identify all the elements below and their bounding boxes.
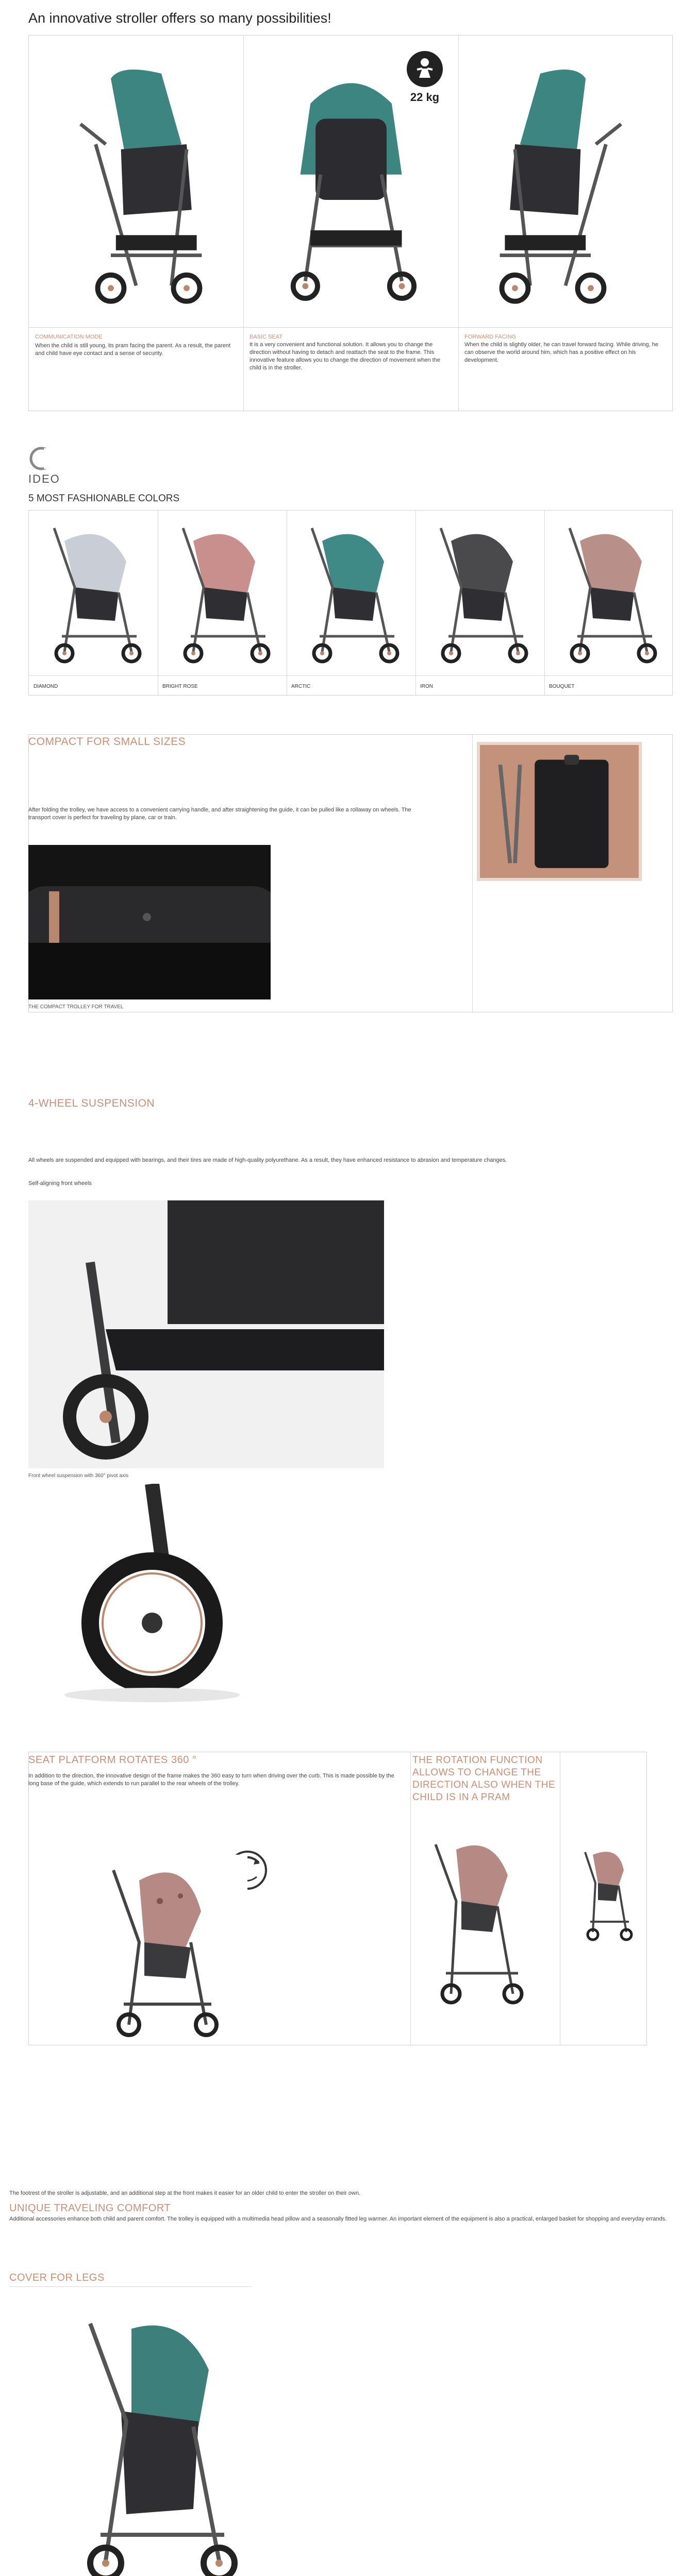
color-name-3: IRON xyxy=(420,684,433,689)
panel-title-communication: COMMUNICATION MODE xyxy=(35,334,103,340)
comfort-title: UNIQUE TRAVELING COMFORT xyxy=(9,2202,171,2214)
color-photo-1 xyxy=(162,515,281,670)
color-photo-4 xyxy=(549,515,668,670)
rotation-sequence-photo-1 xyxy=(415,1834,544,2014)
color-name-1: BRIGHT ROSE xyxy=(162,684,198,689)
color-name-4: BOUQUET xyxy=(549,684,575,689)
suspension-subtext: Self-aligning front wheels xyxy=(28,1180,92,1187)
color-photo-2 xyxy=(291,515,410,670)
panel-title-forward-facing: FORWARD FACING xyxy=(464,334,517,340)
comfort-text: Additional accessories enhance both child and parent comfort. The trolley is equipped with a multimedia head pillow and a seasonally fitted leg warmer. An important element of the equipment is also a practical, enlarged basket for shopping and everyday errands. xyxy=(9,2216,667,2222)
leg-cover-photo xyxy=(28,2293,245,2576)
rotation-text: In addition to the direction, the innovative design of the frame makes the 360 easy to turn when driving over the curb. This is made possible by the long base of the guide, which extends to run parallel to the rear wheels of the trolley. xyxy=(28,1773,394,1787)
suspension-title: 4-WHEEL SUSPENSION xyxy=(28,1097,155,1109)
child-weight-icon xyxy=(407,51,443,87)
rotation-stroller-photo xyxy=(82,1855,247,2040)
color-name-2: ARCTIC xyxy=(291,684,311,689)
colors-title: 5 MOST FASHIONABLE COLORS xyxy=(28,493,180,504)
rotation-sequence-photo-2 xyxy=(572,1844,642,1947)
color-photo-3 xyxy=(420,515,539,670)
compact-caption: THE COMPACT TROLLEY FOR TRAVEL xyxy=(28,1004,124,1010)
handle-photo xyxy=(28,845,271,999)
suspension-text: All wheels are suspended and equipped with bearings, and their tires are made of high-quality polyurethane. As a result, they have enhanced resistance to abrasion and temperature changes. xyxy=(28,1157,507,1163)
rotation-side-title: THE ROTATION FUNCTION ALLOWS TO CHANGE THE DIRECTION ALSO WHEN THE CHILD IS IN A PRAM xyxy=(412,1755,556,1803)
compact-title: COMPACT FOR SMALL SIZES xyxy=(28,736,186,748)
panel-text-basic-seat: It is a very convenient and functional solution. It allows you to change the direction without having to detach and reattach the seat to the frame. This innovative feature allows you to change the direction of movement when the child is in the stroller. xyxy=(249,342,440,371)
intro-headline: An innovative stroller offers so many possibilities! xyxy=(28,10,331,26)
weight-badge: 22 kg xyxy=(410,91,440,104)
stroller-photo-forward-facing xyxy=(464,42,667,323)
panel-title-basic-seat: BASIC SEAT xyxy=(249,334,282,340)
color-name-0: DIAMOND xyxy=(34,684,58,689)
color-photo-0 xyxy=(34,515,152,670)
footrest-note: The footrest of the stroller is adjustable, and an additional step at the front makes it easier for an older child to enter the stroller on their own. xyxy=(9,2190,361,2196)
rotation-title: SEAT PLATFORM ROTATES 360 ° xyxy=(28,1754,197,1766)
panel-text-forward-facing: When the child is slightly older, he can travel forward facing. While driving, he can observe the world around him, which has a positive effect on his development. xyxy=(464,342,659,363)
basket-wheel-photo xyxy=(28,1200,384,1468)
compact-text: After folding the trolley, we have access to a convenient carrying handle, and after straightening the guide, it can be pulled like a rollaway on wheels. The transport cover is perfect for traveling by plane, car or train. xyxy=(28,807,411,821)
intro-panels xyxy=(28,35,673,411)
panel-text-communication: When the child is still young, its pram facing the parent. As a result, the parent and child have eye contact and a sense of security. xyxy=(35,343,231,357)
brand-logo-text: IDEO xyxy=(28,472,60,485)
folded-stroller-photo xyxy=(477,742,642,881)
wheel-closeup-photo xyxy=(28,1484,255,1705)
cover-legs-title: COVER FOR LEGS xyxy=(9,2272,105,2283)
suspension-caption: Front wheel suspension with 360° pivot axis xyxy=(28,1473,129,1479)
brand-logo xyxy=(28,446,54,471)
stroller-photo-basic-seat xyxy=(249,42,453,323)
stroller-photo-parent-facing xyxy=(35,42,237,323)
